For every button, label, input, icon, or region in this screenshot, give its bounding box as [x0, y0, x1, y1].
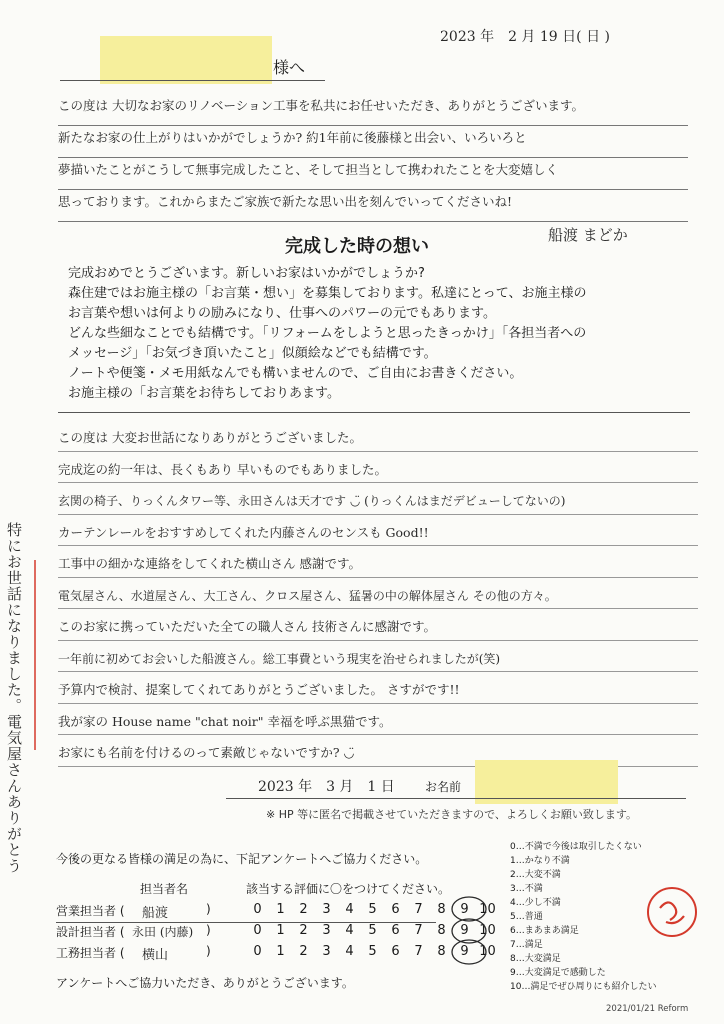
intro-line: お言葉や想いは何よりの励みになり、仕事へのパワーの元でもあります。 — [68, 306, 496, 321]
col-header-rating: 該当する評価に〇をつけてください。 — [246, 882, 451, 896]
rating-option[interactable]: 2 — [299, 902, 308, 917]
name-label: お名前 — [425, 780, 462, 794]
rating-option[interactable]: 0 — [253, 944, 262, 959]
customer-line: このお家に携っていただいた全ての職人さん 技術さんに感謝です。 — [58, 609, 698, 641]
rating-option[interactable]: 1 — [276, 944, 285, 959]
rating-option[interactable]: 4 — [345, 944, 354, 959]
margin-note: 特にお世話になりました。電気屋さんありがとう — [5, 522, 23, 874]
intro-line: 完成おめでとうございます。新しいお家はいかがでしょうか? — [68, 266, 425, 281]
staff-signature: 船渡 まどか — [548, 226, 628, 244]
approval-stamp — [644, 882, 700, 942]
rating-option[interactable]: 1 — [276, 923, 285, 938]
legend-item: 7…満足 — [510, 940, 543, 950]
rating-option[interactable]: 10 — [479, 944, 496, 959]
staff-letter-line: 思っております。これからまたご家族で新たな思い出を刻んでいってくださいね! — [58, 190, 688, 222]
intro-line: メッセージ」「お気づき頂いたこと」似顔絵などでも結構です。 — [68, 346, 437, 361]
role-label: 設計担当者 ( — [56, 925, 125, 939]
legend-item: 2…大変不満 — [510, 870, 561, 880]
rating-option[interactable]: 9 — [460, 944, 469, 959]
rating-option[interactable]: 2 — [299, 944, 308, 959]
rating-option[interactable]: 4 — [345, 902, 354, 917]
role-close: ) — [206, 902, 211, 916]
legend-item: 6…まあまあ満足 — [510, 926, 579, 936]
rating-option[interactable]: 2 — [299, 923, 308, 938]
intro-line: 森住建ではお施主様の「お言葉・想い」を募集しております。私達にとって、お施主様の — [68, 286, 587, 301]
role-label: 工務担当者 ( — [56, 946, 125, 960]
rating-circle-row1 — [452, 897, 486, 921]
customer-line: 一年前に初めてお会いした船渡さん。総工事費という現実を治せられましたが(笑) — [58, 641, 698, 673]
section-title: 完成した時の想い — [285, 236, 429, 257]
intro-line: ノートや便箋・メモ用紙なんでも構いませんので、ご自由にお書きください。 — [68, 366, 523, 381]
customer-line: 我が家の House name "chat noir" 幸福を呼ぶ黒猫です。 — [58, 704, 698, 736]
customer-line: カーテンレールをおすすめしてくれた内藤さんのセンスも Good!! — [58, 515, 698, 547]
legend-item: 10…満足でぜひ周りにも紹介したい — [510, 982, 657, 992]
rating-option[interactable]: 3 — [322, 923, 331, 938]
thanks-text: アンケートへご協力いただき、ありがとうございます。 — [56, 976, 354, 990]
rating-option[interactable]: 7 — [414, 923, 423, 938]
staff-letter-line: 新たなお家の仕上がりはいかがでしょうか? 約1年前に後藤様と出会い、いろいろと — [58, 126, 688, 158]
rating-option[interactable]: 9 — [460, 902, 469, 917]
rating-option[interactable]: 3 — [322, 944, 331, 959]
rating-legend — [510, 840, 656, 994]
rating-circles — [448, 896, 492, 972]
rating-option[interactable]: 5 — [368, 923, 377, 938]
legend-item: 5…普通 — [510, 912, 543, 922]
footer-code: 2021/01/21 Reform — [606, 1004, 689, 1014]
staff-name: 船渡 — [142, 906, 169, 921]
legend-item: 1…かなり不満 — [510, 856, 570, 866]
customer-line: 予算内で検討、提案してくれてありがとうございました。 さすがです!! — [58, 672, 698, 704]
stamp-mark — [660, 902, 684, 923]
staff-letter-line: この度は 大切なお家のリノベーション工事を私共にお任せいただき、ありがとうございます。 — [58, 94, 688, 126]
name-underline — [226, 798, 686, 799]
survey-intro: 今後の更なる皆様の満足の為に、下記アンケートへご協力ください。 — [56, 852, 428, 866]
rating-option[interactable]: 1 — [276, 902, 285, 917]
legend-item: 9…大変満足で感動した — [510, 968, 606, 978]
rating-option[interactable]: 3 — [322, 902, 331, 917]
customer-line: 電気屋さん、水道屋さん、大工さん、クロス屋さん、猛暑の中の解体屋さん その他の方々。 — [58, 578, 698, 610]
rating-option[interactable]: 6 — [391, 944, 400, 959]
legend-item: 8…大変満足 — [510, 954, 561, 964]
staff-name: 横山 — [142, 948, 169, 963]
staff-letter-line: 夢描いたことがこうして無事完成したこと、そして担当として携われたことを大変嬉しく — [58, 158, 688, 190]
intro-line: お施主様の「お言葉をお待ちしておりあます。 — [68, 386, 340, 401]
redacted-customer-name — [100, 36, 272, 84]
legend-item: 0…不満で今後は取引したくない — [510, 842, 642, 852]
intro-text — [68, 264, 586, 404]
role-close: ) — [206, 923, 211, 937]
rating-option[interactable]: 8 — [437, 902, 446, 917]
rating-option[interactable]: 0 — [253, 923, 262, 938]
rating-option[interactable]: 8 — [437, 923, 446, 938]
customer-message — [58, 420, 698, 767]
response-date: 2023 年 3 月 1 日 — [258, 779, 395, 795]
col-header-staff: 担当者名 — [140, 882, 189, 896]
salutation-underline — [60, 80, 325, 81]
rating-option[interactable]: 10 — [479, 902, 496, 917]
customer-line: 工事中の細かな連絡をしてくれた横山さん 感謝です。 — [58, 546, 698, 578]
rating-option[interactable]: 6 — [391, 902, 400, 917]
legend-item: 4…少し不満 — [510, 898, 561, 908]
hp-note: ※ HP 等に匿名で掲載させていただきますので、よろしくお願い致します。 — [266, 808, 638, 821]
stamp-circle — [648, 888, 696, 936]
rating-option[interactable]: 5 — [368, 902, 377, 917]
staff-letter — [58, 94, 688, 222]
rating-option[interactable]: 0 — [253, 902, 262, 917]
staff-name: 永田 (内藤) — [132, 925, 194, 939]
role-close: ) — [206, 944, 211, 958]
rating-option[interactable]: 6 — [391, 923, 400, 938]
intro-line: どんな些細なことでも結構です。「リフォームをしようと思ったきっかけ」「各担当者への — [68, 326, 587, 341]
salutation-suffix: 様へ — [273, 58, 306, 77]
intro-divider — [58, 412, 690, 413]
customer-line: この度は 大変お世話になりありがとうございました。 — [58, 420, 698, 452]
customer-line: 完成迄の約一年は、長くもあり 早いものでもありました。 — [58, 452, 698, 484]
rating-option[interactable]: 7 — [414, 944, 423, 959]
letter-date: 2023 年 2 月 19 日( 日 ) — [440, 29, 610, 45]
rating-option[interactable]: 8 — [437, 944, 446, 959]
rating-option[interactable]: 10 — [479, 923, 496, 938]
rating-option[interactable]: 9 — [460, 923, 469, 938]
legend-item: 3…不満 — [510, 884, 543, 894]
rating-option[interactable]: 4 — [345, 923, 354, 938]
customer-line: お家にも名前を付けるのって素敵じゃないですか? ◡̈ — [58, 735, 698, 767]
margin-red-mark — [32, 560, 38, 750]
customer-line: 玄関の椅子、りっくんタワー等、永田さんは天才です ◡̈ (りっくんはまだデビューしてないの) — [58, 483, 698, 515]
role-label: 営業担当者 ( — [56, 904, 125, 918]
rating-option[interactable]: 7 — [414, 902, 423, 917]
rating-option[interactable]: 5 — [368, 944, 377, 959]
